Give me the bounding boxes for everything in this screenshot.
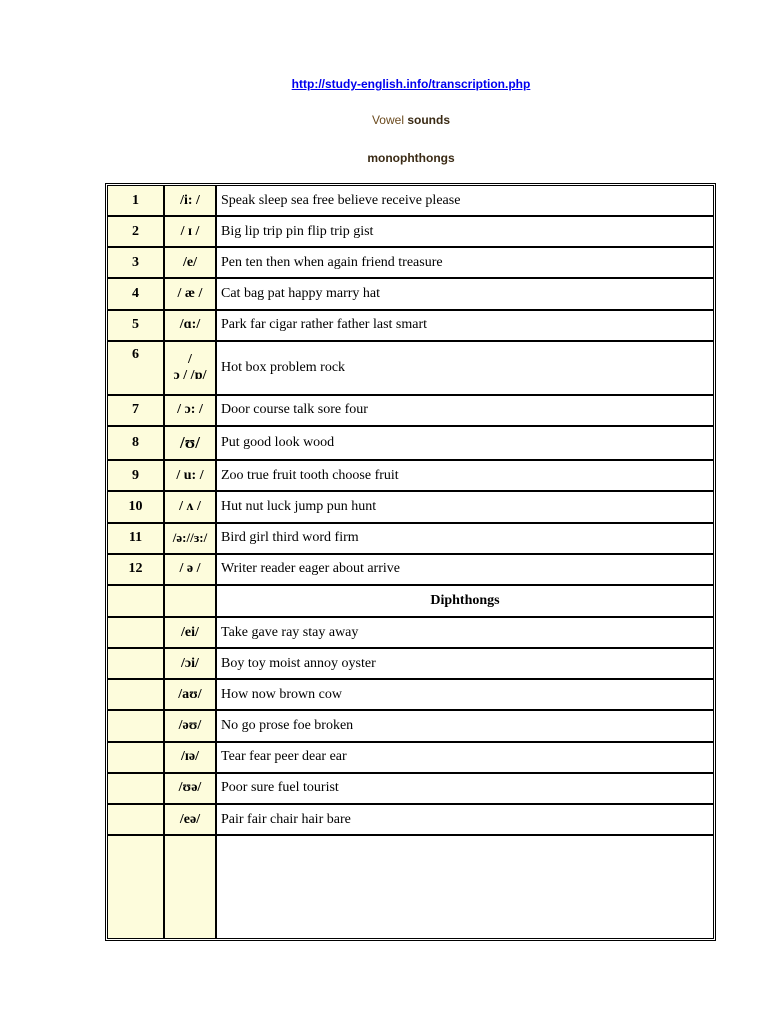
phoneme-symbol: /ɑ:/ — [164, 310, 216, 341]
row-number: 3 — [107, 247, 164, 278]
example-words: Take gave ray stay away — [216, 617, 714, 648]
table-row — [107, 710, 714, 741]
table-row-empty — [107, 835, 714, 939]
example-words: Big lip trip pin flip trip gist — [216, 216, 714, 247]
table-row — [107, 185, 714, 216]
example-words: Tear fear peer dear ear — [216, 742, 714, 773]
phoneme-symbol-empty — [164, 585, 216, 617]
row-number-empty — [107, 585, 164, 617]
phoneme-symbol: /e/ — [164, 247, 216, 278]
heading-vowel-word: Vowel — [371, 113, 404, 127]
example-words: Cat bag pat happy marry hat — [216, 278, 714, 309]
phoneme-symbol: / ɪ / — [164, 216, 216, 247]
table-row — [107, 460, 714, 491]
phoneme-symbol: / ɔ: / — [164, 395, 216, 426]
heading-monophthongs: monophthongs — [367, 151, 455, 165]
table-row — [107, 247, 714, 278]
transcription-table — [105, 183, 716, 941]
table-row — [107, 742, 714, 773]
row-number: 7 — [107, 395, 164, 426]
example-words: Put good look wood — [216, 426, 714, 460]
row-number: 12 — [107, 554, 164, 585]
row-number: 2 — [107, 216, 164, 247]
example-words: Door course talk sore four — [216, 395, 714, 426]
table-row — [107, 773, 714, 804]
row-number-empty — [107, 679, 164, 710]
table-row — [107, 395, 714, 426]
row-number-empty — [107, 742, 164, 773]
row-number: 10 — [107, 491, 164, 522]
example-words: Poor sure fuel tourist — [216, 773, 714, 804]
row-number-empty — [107, 804, 164, 835]
phoneme-symbol-empty — [164, 835, 216, 939]
table-row — [107, 648, 714, 679]
phoneme-symbol: / æ / — [164, 278, 216, 309]
example-words: Pen ten then when again friend treasure — [216, 247, 714, 278]
table-row-section-heading — [107, 585, 714, 617]
phoneme-symbol: /i: / — [164, 185, 216, 216]
phoneme-symbol: / ə / — [164, 554, 216, 585]
row-number: 8 — [107, 426, 164, 460]
phoneme-symbol: /ɪə/ — [164, 742, 216, 773]
phoneme-symbol: / ʌ / — [164, 491, 216, 522]
row-number-empty — [107, 773, 164, 804]
table-row — [107, 617, 714, 648]
phoneme-symbol: / u: / — [164, 460, 216, 491]
table-row — [107, 278, 714, 309]
table-row — [107, 679, 714, 710]
heading-vowel-sounds — [0, 113, 768, 127]
row-number-empty — [107, 617, 164, 648]
phoneme-symbol-line2: ɔ / /ɒ/ — [173, 367, 207, 383]
source-link[interactable]: http://study-english.info/transcription.php — [291, 77, 531, 91]
example-words: How now brown cow — [216, 679, 714, 710]
phoneme-symbol: /ʊə/ — [164, 773, 216, 804]
example-words: Speak sleep sea free believe receive please — [216, 185, 714, 216]
table-row — [107, 554, 714, 585]
example-words-empty — [216, 835, 714, 939]
phoneme-symbol — [164, 341, 216, 395]
row-number: 6 — [107, 341, 164, 395]
row-number: 11 — [107, 523, 164, 554]
row-number: 4 — [107, 278, 164, 309]
phoneme-symbol: /əʊ/ — [164, 710, 216, 741]
table-row — [107, 804, 714, 835]
row-number: 5 — [107, 310, 164, 341]
phoneme-symbol: /ʊ/ — [164, 426, 216, 460]
table-row — [107, 523, 714, 554]
diphthongs-heading: Diphthongs — [216, 585, 714, 617]
row-number-empty — [107, 710, 164, 741]
row-number-empty — [107, 648, 164, 679]
heading-sounds-word: sounds — [407, 113, 451, 127]
row-number: 1 — [107, 185, 164, 216]
phoneme-symbol-line1: / — [188, 351, 192, 367]
example-words: Boy toy moist annoy oyster — [216, 648, 714, 679]
row-number: 9 — [107, 460, 164, 491]
phoneme-symbol: /aʊ/ — [164, 679, 216, 710]
table-row — [107, 341, 714, 395]
table-row — [107, 426, 714, 460]
phoneme-symbol: /ə://ɜ:/ — [164, 523, 216, 554]
row-number-empty — [107, 835, 164, 939]
phoneme-symbol: /ei/ — [164, 617, 216, 648]
table-row — [107, 491, 714, 522]
example-words: Hot box problem rock — [216, 341, 714, 395]
example-words: Hut nut luck jump pun hunt — [216, 491, 714, 522]
table-row — [107, 310, 714, 341]
phoneme-symbol: /eə/ — [164, 804, 216, 835]
phoneme-symbol: /ɔi/ — [164, 648, 216, 679]
example-words: Pair fair chair hair bare — [216, 804, 714, 835]
example-words: Park far cigar rather father last smart — [216, 310, 714, 341]
table-row — [107, 216, 714, 247]
example-words: Bird girl third word firm — [216, 523, 714, 554]
example-words: No go prose foe broken — [216, 710, 714, 741]
example-words: Zoo true fruit tooth choose fruit — [216, 460, 714, 491]
example-words: Writer reader eager about arrive — [216, 554, 714, 585]
